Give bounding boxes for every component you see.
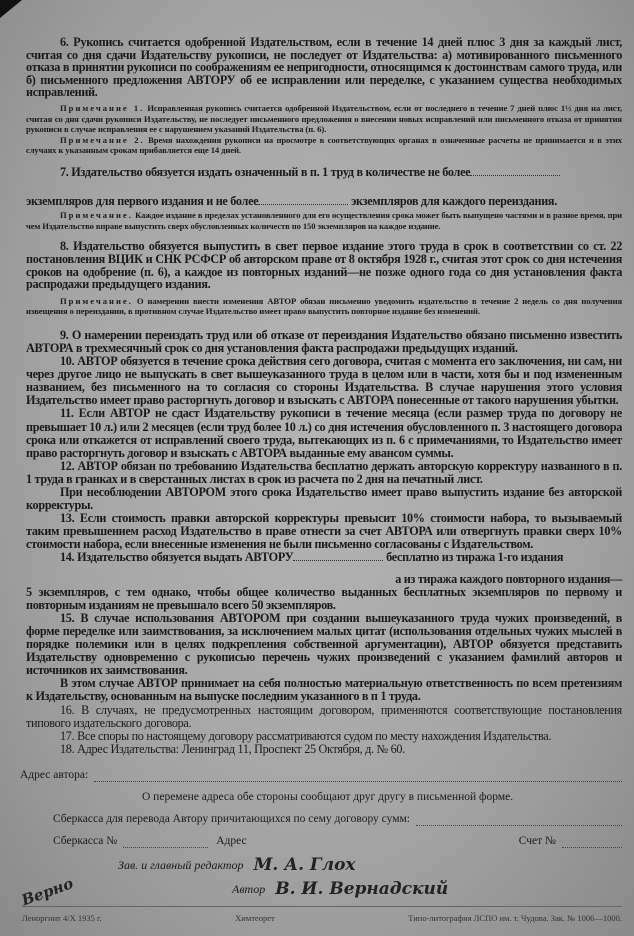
editor-signature: М. А. Глох bbox=[253, 854, 356, 875]
savings-bank-row bbox=[20, 812, 622, 826]
author-address-row bbox=[20, 768, 622, 782]
author-address-field[interactable] bbox=[94, 771, 622, 782]
clause-6-text: 6. Рукопись считается одобренной Издательством, если в течение 14 дней плюс 3 дня за каждый лист, считая со дня сдачи Издательству рукописи, не последует от Издательства: а) мотивированного письменного отказа в принятии рукописи по соображениям ее непригодности, относящимся к достоинствам самого труда, или б) письменного предложения АВТОРУ об ее исправлении или переделке, с указанием существа необходимых исправлений. bbox=[26, 35, 622, 100]
censor-imprint: Леноргнит 4/X 1935 г. bbox=[22, 912, 102, 923]
clause-13: 13. Если стоимость правки авторской корректуры превысит 10% стоимости набора, то вызываемый таким превышением расход Издательство в праве отнести за счет АВТОРА или отвергнуть правки сверх 10% стоимости набора, если внесенные изменения не были письменно согласованы с Издательством. bbox=[26, 511, 622, 552]
address-label: Адрес bbox=[216, 834, 247, 847]
clause-17: 17. Все споры по настоящему договору рассматриваются судом по месту нахождения Издательства. bbox=[60, 728, 552, 743]
clause-12: 12. АВТОР обязан по требованию Издательства бесплатно держать авторскую корректуру названного в п. 1 труда в гранках и в сверстанных листах в срок из расчета по 2 дня на печатный лист. bbox=[26, 458, 622, 486]
savings-bank-no-field[interactable] bbox=[123, 837, 208, 848]
copies-reprint-field[interactable] bbox=[258, 195, 348, 205]
page-corner-shadow bbox=[0, 0, 22, 18]
clause-10: 10. АВТОР обязуется в течение срока действия сего договора, считая с момента его заключения, ни сам, ни через другое лицо не выпускать в свет вышеуказанного труда в целом или в части, хотя бы и под измененным названием, без письменного на то согласия со стороны Издательства. В случае нарушения этого условия Издательство имеет право расторгнуть договор и взыскать с АВТОРА понесенные от такого нарушения убытки. bbox=[26, 354, 622, 408]
clause-7-note: Примечание. Каждое издание в пределах установленного для его осуществления срока может быть выпущено частями и в разное время, при чем Издательство вправе выпустить сверх обусловленных количеств по 150 экземпляров на каждое издание. bbox=[26, 210, 622, 231]
footer-imprint bbox=[22, 906, 622, 924]
clause-6 bbox=[26, 36, 622, 156]
savings-bank-details-row bbox=[20, 834, 622, 848]
savings-bank-field[interactable] bbox=[416, 815, 622, 826]
margin-certification-signature: Верно bbox=[19, 874, 76, 910]
publisher-imprint: Химтеорет bbox=[235, 912, 275, 923]
clause-18: 18. Адрес Издательства: Ленинград 11, Проспект 25 Октября, д. № 60. bbox=[60, 741, 405, 756]
clause-7: 7. Издательство обязуется издать означенный в п. 1 труд в количестве не более экземпляров для первого издания и не более экземпляров для каждого переиздания. Примечание. Каждое издание в пределах установленного для его осуществления срока может быть выпущено частями и в разное время, при чем Издательство вправе выпустить сверх обусловленных количеств по 150 экземпляров на каждое издание. bbox=[26, 164, 622, 231]
author-copies-field[interactable] bbox=[293, 551, 383, 561]
clause-15: 15. В случае использования АВТОРОМ при создании вышеуказанного труда чужих произведений, в форме переделке или заимствования, за исключением малых цитат (использования отдельных чужих мыслей в порядке полемики или в целях подкрепления собственной аргументации), АВТОР обязуется представить Издательству одновременно с рукописью перечень чужих произведений с указанием фамилий авторов и источников их заимствования. bbox=[26, 610, 622, 678]
clause-12-b: При несоблюдении АВТОРОМ этого срока Издательство имеет право выпустить издание без авторской корректуры. bbox=[26, 485, 622, 513]
savings-bank-label: Сберкасса для перевода Автору причитающихся по сему договору сумм: bbox=[53, 812, 410, 825]
clause-6-note-2: Примечание 2. Время нахождения рукописи на просмотре в соответствующих органах в означенные расчеты не принимается и в этих случаях к указанным срокам прибавляется еще 14 дней. bbox=[26, 134, 622, 156]
clause-11: 11. Если АВТОР не сдаст Издательству рукописи в течение месяца (если размер труда по договору не превышает 10 л.) или 2 месяцев (если труд более 10 л.) со дня истечения обусловленного п. 3 настоящего договора срока или откажется от исправлений своего труда, вытекающих из п. 6 с примечаниями, то Издательство имеет право расторгнуть договор и взыскать с АВТОРА выданные ему авансом суммы. bbox=[26, 406, 622, 460]
address-change-note: О перемене адреса обе стороны сообщают друг другу в письменной форме. bbox=[142, 790, 514, 803]
clause-8-note: Примечание. О намерении внести изменения АВТОР обязан письменно уведомить издательство в течение 2 недель со дня получения извещения о переиздании, в противном случае Издательство имеет право выпустить повторное издание без изменений. bbox=[26, 295, 622, 317]
editor-label: Зав. и главный редактор bbox=[118, 857, 244, 872]
savings-bank-no-label: Сберкасса № bbox=[53, 834, 118, 847]
clause-14: 14. Издательство обязуется выдать АВТОРУ бесплатно из тиража 1-го издания bbox=[60, 550, 564, 565]
author-label: Автор bbox=[232, 881, 266, 896]
clause-16: 16. В случаях, не предусмотренных настоящим договором, применяются соответствующие постановления типового издательского договора. bbox=[26, 702, 622, 730]
clause-8: 8. Издательство обязуется выпустить в свет первое издание этого труда в срок в соответствии со ст. 22 постановления ВЦИК и СНК РСФСР об авторском праве от 8 октября 1928 г., считая этот срок со дня истечения сроков на одобрение (п. 6), а каждое из повторных изданий—не позже одного года со дня установления факта распродажи предыдущего издания. Примечание. О намерении внести изменения АВТОР обязан письменно уведомить издательство в течение 2 недель со дня получения извещения о переиздании, в противном случае Издательство имеет право выпустить повторное издание без изменений. bbox=[26, 239, 622, 317]
clause-9: 9. О намерении переиздать труд или об отказе от переиздания Издательство обязано письменно известить АВТОРА в трехмесячный срок со дня установления факта распродажи предыдущих изданий. bbox=[26, 327, 622, 355]
clause-6-note-1: Примечание 1. Исправленная рукопись считается одобренной Издательством, если от последнего в течение 7 дней плюс 1½ дня на лист, считая со дня сдачи рукописи Издательству, не последует письменного предложения о внесении новых исправлений или письменного отказа от принятия рукописи в случае исправления ее с нарушением указаний Издательства (п. 6). bbox=[26, 102, 622, 135]
clause-15-b: В этом случае АВТОР принимает на себя полностью материальную ответственность по всем претензиям к Издательству, основанным на выпуске последним указанного в п 1 труда. bbox=[26, 676, 622, 704]
author-address-label: Адрес автора: bbox=[20, 768, 89, 781]
clauses-9-18: 9. О намерении переиздать труд или об отказе от переиздания Издательство обязано письменно известить АВТОРА в трехмесячный срок со дня установления факта распродажи предыдущих изданий. 10. АВТОР обязуется в течение срока действия сего договора, считая с момента его заключения, ни сам, ни через другое лицо не выпускать в свет вышеуказанного труда в целом или в части, хотя бы и под измененным названием, без письменного на то согласия со стороны Издательства. В случае нарушения этого условия Издательство имеет право расторгнуть договор и взыскать с АВТОРА понесенные от такого нарушения убытки. 11. Если АВТОР не сдаст Издательству рукописи в течение месяца (если размер труда по договору не превышает 10 л.) или 2 месяцев (если труд более 10 л.) со дня истечения обусловленного п. 3 настоящего договора срока или откажется от исправлений своего труда, вытекающих из п. 6 с примечаниями, то Издательство имеет право расторгнуть договор и взыскать с АВТОРА выданные ему авансом суммы. 12. АВТОР обязан по требованию Издательства бесплатно держать авторскую корректуру названного в п. 1 труда в гранках и в сверстанных листах в срок из расчета по 2 дня на печатный лист. При несоблюдении АВТОРОМ этого срока Издательство имеет право выпустить издание без авторской корректуры. 13. Если стоимость правки авторской корректуры превысит 10% стоимости набора, то вызываемый таким превышением расход Издательство в праве отнести за счет АВТОРА или отвергнуть правки сверх 10% стоимости набора, если внесенные изменения не были письменно согласованы с Издательством. 14. Издательство обязуется выдать АВТОРУ бесплатно из тиража 1-го издания а из тиража каждого повторного издания— 5 экземпляров, с тем однако, чтобы общее количество выданных бесплатных экземпляров по первому и повторным изданиям не превышало всего 50 экземпляров. 15. В случае использования АВТОРОМ при создании вышеуказанного труда чужих произведений, в форме переделке или заимствования, за исключением малых цитат (использования отдельных чужих мыслей в порядке полемики или в целях подкрепления собственной аргументации), АВТОР обязуется представить Издательству одновременно с рукописью перечень чужих произведений с указанием фамилий авторов и источников их заимствования. В этом случае АВТОР принимает на себя полностью материальную ответственность по всем претензиям к Издательству, основанным на выпуске последним указанного в п 1 труда. 16. В случаях, не предусмотренных настоящим договором, применяются соответствующие постановления типового издательского договора. 17. Все споры по настоящему договору рассматриваются судом по месту нахождения Издательства. 18. Адрес Издательства: Ленинград 11, Проспект 25 Октября, д. № 60. bbox=[26, 327, 622, 756]
editor-signature-row bbox=[20, 854, 622, 876]
account-no-label: Счет № bbox=[518, 834, 556, 847]
printer-imprint: Типо-литография ЛСПО им. т. Чудова. Зак. № 1006—1000. bbox=[408, 912, 622, 923]
address-change-row bbox=[20, 790, 622, 804]
account-no-field[interactable] bbox=[562, 837, 622, 848]
author-signature: В. И. Вернадский bbox=[275, 878, 449, 899]
copies-first-field[interactable] bbox=[470, 166, 560, 176]
author-signature-row bbox=[19, 874, 622, 910]
